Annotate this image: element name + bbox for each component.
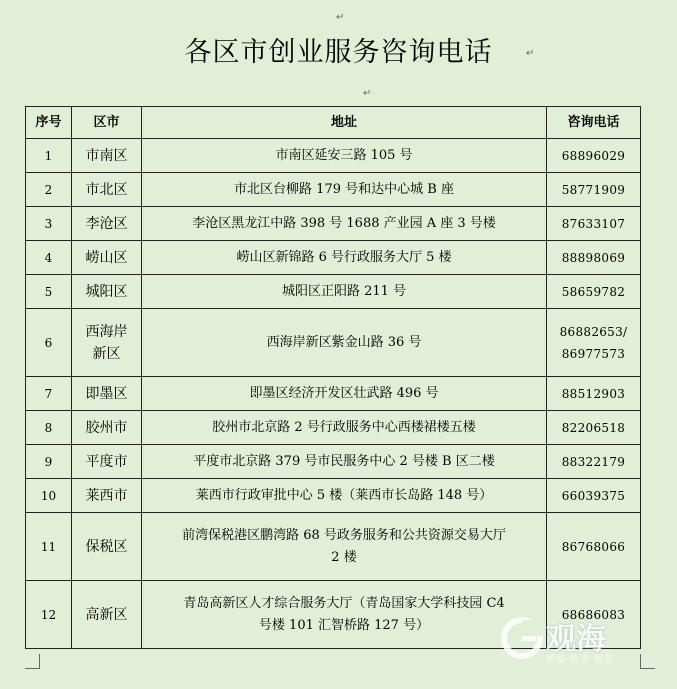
paragraph-mark-icon: ↵ xyxy=(363,88,372,99)
header-index: 序号 xyxy=(26,107,72,139)
row-index: 12 xyxy=(26,581,72,649)
table-row xyxy=(26,377,641,411)
row-phone: 58771909 xyxy=(547,173,641,207)
row-phone: 58659782 xyxy=(547,275,641,309)
paragraph-mark-icon: ↵ xyxy=(336,12,345,23)
table-header-row xyxy=(26,107,641,139)
table-row xyxy=(26,173,641,207)
row-address: 城阳区正阳路 211 号 xyxy=(142,275,547,309)
row-district: 李沧区 xyxy=(72,207,142,241)
watermark-subtext: 新闻·政务·服务 xyxy=(546,655,614,665)
row-index: 3 xyxy=(26,207,72,241)
row-address: 李沧区黑龙江中路 398 号 1688 产业园 A 座 3 号楼 xyxy=(142,207,547,241)
row-address: 市南区延安三路 105 号 xyxy=(142,139,547,173)
row-phone: 82206518 xyxy=(547,411,641,445)
table-row xyxy=(26,139,641,173)
row-district-line: 新区 xyxy=(92,345,121,362)
row-address xyxy=(142,513,547,581)
row-phone: 88898069 xyxy=(547,241,641,275)
watermark-text: 观海 xyxy=(546,622,606,657)
row-district: 即墨区 xyxy=(72,377,142,411)
row-index: 7 xyxy=(26,377,72,411)
row-address-line: 青岛高新区人才综合服务大厅（青岛国家大学科技园 C4 xyxy=(183,595,505,611)
row-district: 保税区 xyxy=(72,513,142,581)
row-index: 9 xyxy=(26,445,72,479)
row-district: 市南区 xyxy=(72,139,142,173)
page-corner-mark xyxy=(25,654,40,669)
row-phone xyxy=(547,309,641,377)
table-row xyxy=(26,411,641,445)
row-phone-line: 86977573 xyxy=(561,346,626,361)
header-phone: 咨询电话 xyxy=(547,107,641,139)
paragraph-mark-icon: ↵ xyxy=(526,48,535,59)
row-phone: 66039375 xyxy=(547,479,641,513)
row-phone: 86768066 xyxy=(547,513,641,581)
row-district: 城阳区 xyxy=(72,275,142,309)
row-address xyxy=(142,581,547,649)
document-title: 各区市创业服务咨询电话 xyxy=(184,37,493,68)
row-district xyxy=(72,309,142,377)
row-index: 1 xyxy=(26,139,72,173)
row-phone: 68896029 xyxy=(547,139,641,173)
row-index: 10 xyxy=(26,479,72,513)
row-district: 胶州市 xyxy=(72,411,142,445)
row-address-line: 号楼 101 汇智桥路 127 号） xyxy=(258,617,430,633)
row-phone: 88322179 xyxy=(547,445,641,479)
row-district-line: 西海岸 xyxy=(85,323,128,340)
row-index: 11 xyxy=(26,513,72,581)
table-row xyxy=(26,513,641,581)
row-address: 市北区台柳路 179 号和达中心城 B 座 xyxy=(142,173,547,207)
table-row xyxy=(26,309,641,377)
row-district: 市北区 xyxy=(72,173,142,207)
table-row xyxy=(26,275,641,309)
table-row xyxy=(26,241,641,275)
row-district: 高新区 xyxy=(72,581,142,649)
service-phone-table xyxy=(25,106,641,649)
table-row xyxy=(26,207,641,241)
row-phone: 88512903 xyxy=(547,377,641,411)
row-address: 平度市北京路 379 号市民服务中心 2 号楼 B 区二楼 xyxy=(142,445,547,479)
row-index: 2 xyxy=(26,173,72,207)
table-row xyxy=(26,445,641,479)
row-phone-line: 86882653/ xyxy=(559,324,628,339)
watermark xyxy=(500,612,640,672)
table-row xyxy=(26,479,641,513)
row-phone: 68686083 xyxy=(547,581,641,649)
page-corner-mark xyxy=(640,654,655,669)
row-address-line: 前湾保税港区鹏湾路 68 号政务服务和公共资源交易大厅 xyxy=(182,527,506,543)
row-district: 平度市 xyxy=(72,445,142,479)
row-address: 崂山区新锦路 6 号行政服务大厅 5 楼 xyxy=(142,241,547,275)
row-index: 6 xyxy=(26,309,72,377)
header-address: 地址 xyxy=(142,107,547,139)
row-phone: 87633107 xyxy=(547,207,641,241)
row-address: 即墨区经济开发区壮武路 496 号 xyxy=(142,377,547,411)
row-address-line: 2 楼 xyxy=(331,549,357,565)
row-address: 莱西市行政审批中心 5 楼（莱西市长岛路 148 号） xyxy=(142,479,547,513)
row-address: 西海岸新区紫金山路 36 号 xyxy=(142,309,547,377)
row-index: 8 xyxy=(26,411,72,445)
row-index: 4 xyxy=(26,241,72,275)
row-district: 崂山区 xyxy=(72,241,142,275)
header-district: 区市 xyxy=(72,107,142,139)
row-district: 莱西市 xyxy=(72,479,142,513)
g-logo-icon xyxy=(500,616,544,660)
row-address: 胶州市北京路 2 号行政服务中心西楼裙楼五楼 xyxy=(142,411,547,445)
row-index: 5 xyxy=(26,275,72,309)
